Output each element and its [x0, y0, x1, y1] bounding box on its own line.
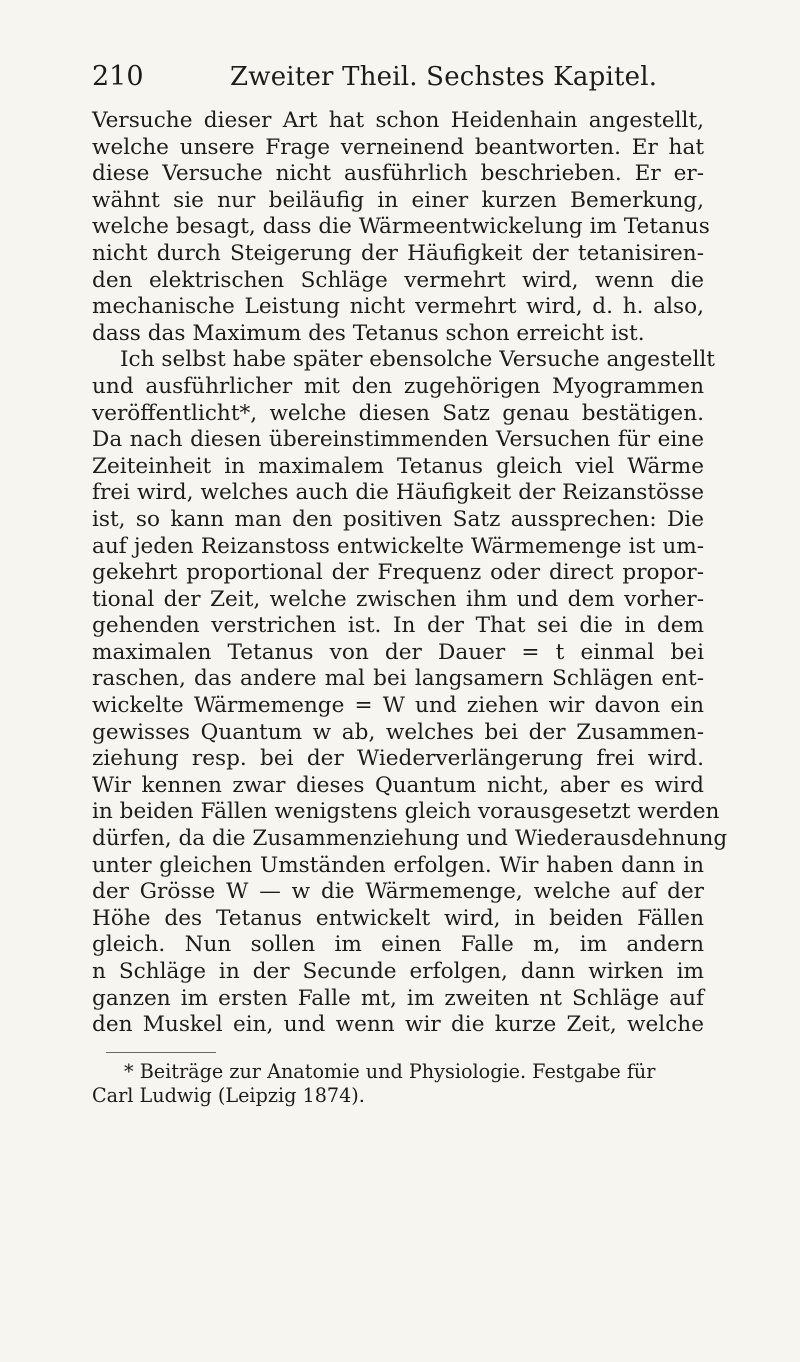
text-line: n Schläge in der Secunde erfolgen, dann wirken im	[92, 959, 704, 984]
text-line: Zeiteinheit in maximalem Tetanus gleich viel Wärme	[92, 453, 704, 479]
text-line: tional der Zeit, welche zwischen ihm und dem vorher-	[92, 586, 704, 612]
text-line: Ich selbst habe später ebensolche Versuche angestellt	[120, 347, 715, 373]
text-line: maximalen Tetanus von der Dauer = t einmal bei	[92, 639, 704, 665]
text-line: den Muskel ein, und wenn wir die kurze Zeit, welche	[92, 1012, 704, 1038]
text-line: den elektrischen Schläge vermehrt wird, wenn die	[92, 267, 704, 293]
text-line: Versuche dieser Art hat schon Heidenhain angestellt,	[92, 108, 704, 133]
text-line: dürfen, da die Zusammenziehung und Wiederausdehnung	[92, 826, 728, 852]
text-line: nicht durch Steigerung der Häufigkeit der tetanisiren-	[92, 240, 704, 266]
text-line: ganzen im ersten Falle mt, im zweiten nt Schläge auf	[92, 985, 704, 1011]
text-line: veröffentlicht*, welche diesen Satz genau bestätigen.	[92, 400, 704, 426]
text-line: ziehung resp. bei der Wiederverlängerung frei wird.	[92, 746, 704, 772]
footnote-line: * Beiträge zur Anatomie und Physiologie. Festgabe für	[124, 1060, 656, 1083]
text-line: frei wird, welches auch die Häufigkeit der Reizanstösse	[92, 480, 704, 506]
text-line: welche besagt, dass die Wärmeentwickelung im Tetanus	[92, 214, 710, 240]
text-line: ist, so kann man den positiven Satz aussprechen: Die	[92, 506, 704, 532]
text-line: in beiden Fällen wenigstens gleich vorausgesetzt werden	[92, 799, 720, 825]
text-line: welche unsere Frage verneinend beantworten. Er hat	[92, 134, 704, 160]
text-line: gewisses Quantum w ab, welches bei der Zusammen-	[92, 719, 704, 745]
text-line: mechanische Leistung nicht vermehrt wird, d. h. also,	[92, 294, 704, 320]
chapter-heading: Zweiter Theil. Sechstes Kapitel.	[230, 62, 658, 92]
text-line: und ausführlicher mit den zugehörigen Myogrammen	[92, 373, 704, 399]
text-line: Da nach diesen übereinstimmenden Versuchen für eine	[92, 427, 704, 453]
running-head	[92, 60, 704, 100]
text-line: diese Versuche nicht ausführlich beschrieben. Er er-	[92, 161, 704, 187]
text-line: der Grösse W — w die Wärmemenge, welche auf der	[92, 879, 704, 905]
text-line: auf jeden Reizanstoss entwickelte Wärmemenge ist um-	[92, 533, 704, 559]
footnote-line: Carl Ludwig (Leipzig 1874).	[92, 1084, 365, 1107]
text-line: Wir kennen zwar dieses Quantum nicht, aber es wird	[92, 772, 704, 798]
text-line: gleich. Nun sollen im einen Falle m, im andern	[92, 932, 704, 958]
text-line: Höhe des Tetanus entwickelt wird, in beiden Fällen	[92, 905, 704, 931]
text-line: raschen, das andere mal bei langsamern Schlägen ent-	[92, 666, 704, 692]
body-text	[92, 108, 728, 1039]
footnote-divider	[106, 1052, 216, 1053]
text-line: unter gleichen Umständen erfolgen. Wir haben dann in	[92, 852, 704, 878]
text-line: gehenden verstrichen ist. In der That sei die in dem	[92, 613, 704, 639]
footnote	[92, 1060, 704, 1108]
page-number: 210	[92, 61, 144, 92]
text-line: dass das Maximum des Tetanus schon erreicht ist.	[92, 320, 645, 346]
text-line: gekehrt proportional der Frequenz oder direct propor-	[92, 560, 704, 586]
text-line: wickelte Wärmemenge = W und ziehen wir davon ein	[92, 693, 704, 719]
text-line: wähnt sie nur beiläufig in einer kurzen Bemerkung,	[92, 187, 704, 213]
